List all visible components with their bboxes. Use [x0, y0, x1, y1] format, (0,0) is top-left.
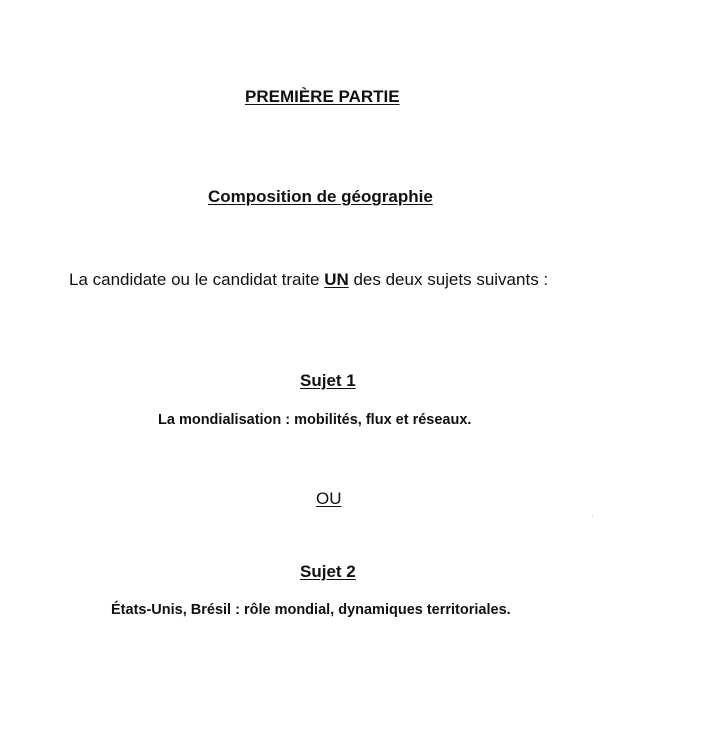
instruction-text: [69, 271, 548, 288]
subject-1-text: La mondialisation : mobilités, flux et réseaux.: [158, 412, 472, 428]
or-separator: OU: [316, 489, 342, 508]
part-title: PREMIÈRE PARTIE: [245, 87, 400, 106]
scan-speck: [592, 516, 593, 517]
composition-title: Composition de géographie: [208, 187, 433, 206]
instruction-after: des deux sujets suivants :: [348, 270, 549, 289]
subject-2-label: Sujet 2: [300, 562, 356, 581]
instruction-before: La candidate ou le candidat traite: [69, 270, 325, 289]
instruction-emphasis: UN: [324, 270, 349, 289]
subject-2-text: États-Unis, Brésil : rôle mondial, dynamiques territoriales.: [111, 602, 511, 618]
subject-1-label: Sujet 1: [300, 371, 356, 390]
